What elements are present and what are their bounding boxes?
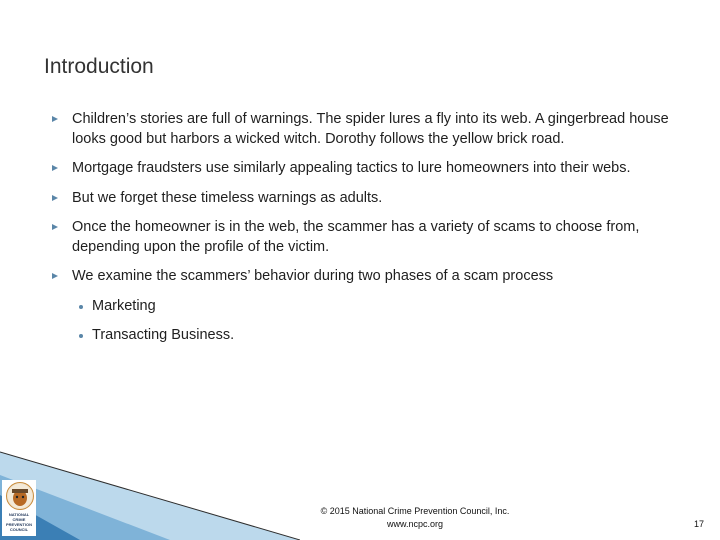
page-number: 17 (693, 519, 704, 529)
logo-text: NATIONAL CRIME PREVENTION COUNCIL (5, 512, 32, 532)
bullet-arrow-icon (52, 116, 58, 122)
bullet-item (52, 159, 692, 179)
mcgruff-seal-icon (6, 482, 34, 510)
website-link[interactable]: www.ncpc.org (386, 519, 444, 529)
copyright-text: © 2015 National Crime Prevention Council, Inc. (320, 506, 510, 516)
bullet-text: Mortgage fraudsters use similarly appealing tactics to lure homeowners into their webs. (72, 160, 631, 176)
footer (290, 505, 540, 531)
subbullet-item (72, 326, 692, 346)
subbullet-text: Marketing (92, 297, 156, 314)
corner-decoration (0, 440, 300, 540)
subbullet-text: Transacting Business. (92, 327, 235, 343)
bullet-text: We examine the scammers’ behavior during two phases of a scam process (72, 268, 554, 284)
bullet-item (52, 267, 692, 346)
bullet-text: But we forget these timeless warnings as adults. (72, 189, 383, 206)
bullet-text: Children’s stories are full of warnings. The spider lures a fly into its web. A gingerbread house looks good but harbors a wicked witch. Dorothy follows the yellow brick road. (72, 111, 669, 147)
bullet-item (52, 110, 692, 149)
subbullet-item (72, 297, 692, 317)
bullet-item (52, 189, 692, 209)
dot-icon (79, 305, 83, 309)
bullet-arrow-icon (52, 195, 58, 201)
slide-title: Introduction (44, 55, 154, 78)
ncpc-logo (2, 480, 36, 536)
dot-icon (79, 334, 83, 338)
subbullet-list (72, 297, 692, 346)
bullet-item (52, 218, 692, 257)
bullet-arrow-icon (52, 165, 58, 171)
bullet-arrow-icon (52, 224, 58, 230)
bullet-text: Once the homeowner is in the web, the scammer has a variety of scams to choose from, depending upon the profile of the victim. (72, 219, 640, 255)
bullet-list (52, 110, 692, 356)
bullet-arrow-icon (52, 273, 58, 279)
